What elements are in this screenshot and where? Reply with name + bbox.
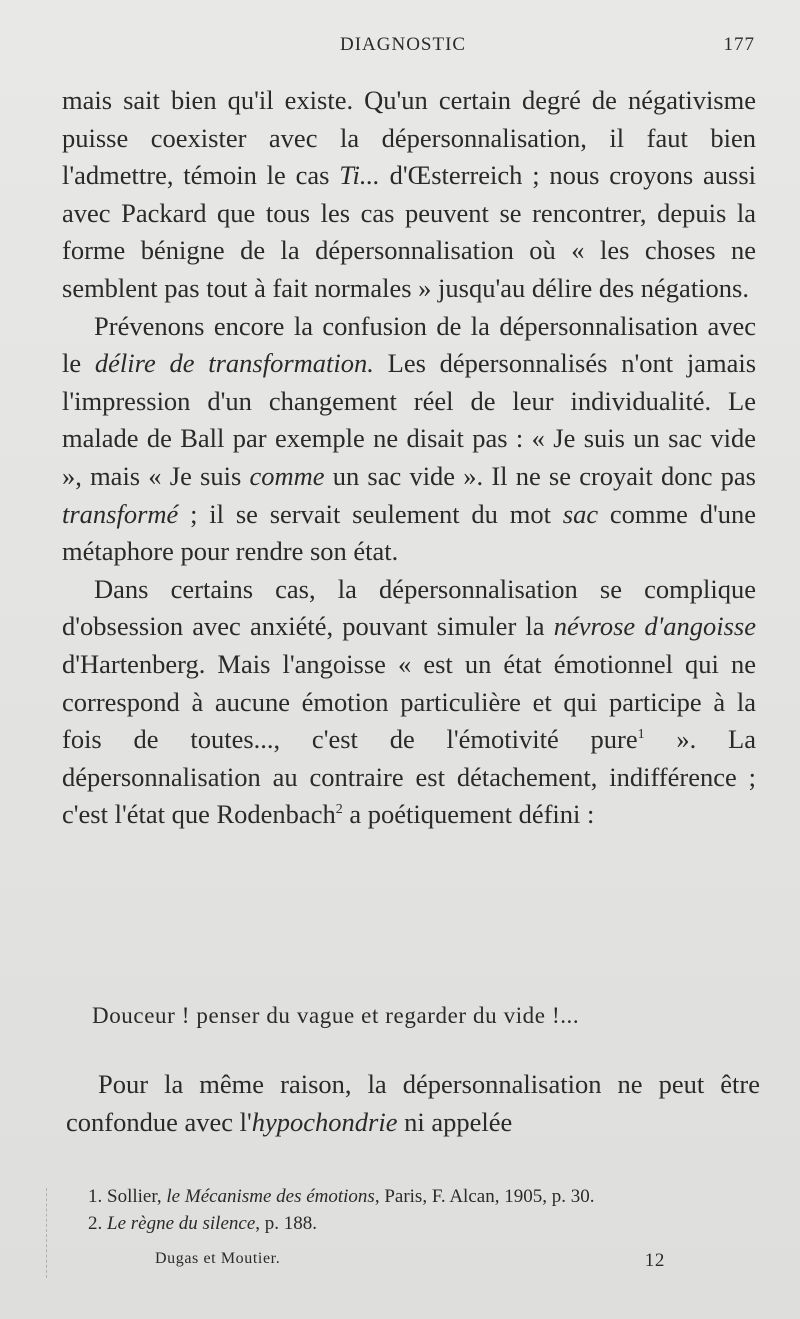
- text-run: d'Hartenberg. Mais l'angoisse « est un état émotionnel qui ne correspond à aucune émotion particulière et qui participe à la fois de toutes..., c'est de l'émotivité pure: [62, 648, 756, 755]
- italic-run: Le règne du silence: [107, 1213, 256, 1234]
- page-footer: [155, 1250, 665, 1274]
- page-header: [60, 34, 755, 60]
- text-run: mais sait bien qu'il existe. Qu'un certain degré de négativisme puisse coexister avec la dépersonnalisation, il faut bien l'admettre, témoin le cas: [62, 85, 756, 191]
- paragraph-3: [62, 571, 756, 834]
- text-run: 2.: [88, 1213, 107, 1234]
- text-run: , Paris, F. Alcan, 1905, p. 30.: [374, 1186, 595, 1207]
- footnote-2: [88, 1210, 768, 1237]
- italic-run: comme: [249, 460, 325, 491]
- text-run: Les dépersonnalisés n'ont jamais l'impression d'un changement réel de leur individualité. Le malade de Ball par exemple ne disait pas : « Je suis un sac vide », mais « Je suis: [62, 348, 757, 491]
- italic-run: le Mécanisme des émotions: [166, 1186, 375, 1207]
- text-run: Prévenons encore la confusion de la dépersonnalisation avec le: [62, 310, 756, 379]
- main-text-continued: [66, 1066, 760, 1141]
- footer-authors: Dugas et Moutier.: [155, 1250, 281, 1267]
- footnote-1: [88, 1183, 768, 1210]
- paragraph-2: [62, 308, 756, 571]
- italic-run: névrose d'angoisse: [553, 611, 756, 642]
- text-run: Dans certains cas, la dépersonnalisation se complique d'obsession avec anxiété, pouvant simuler la: [62, 573, 756, 642]
- italic-run: transformé: [62, 498, 179, 529]
- signature-mark: 12: [644, 1250, 665, 1271]
- text-run: Pour la même raison, la dépersonnalisation ne peut être confondue avec l': [66, 1069, 760, 1137]
- text-run: ». La dépersonnalisation au contraire est détachement, indifférence ; c'est l'état que Rodenbach: [62, 724, 756, 830]
- footnotes: [88, 1183, 768, 1237]
- main-text: [62, 82, 756, 834]
- text-run: , p. 188.: [255, 1213, 318, 1234]
- text-run: a poétiquement défini :: [342, 799, 595, 830]
- footnote-ref: 2: [335, 802, 343, 818]
- italic-run: délire de transformation.: [94, 348, 374, 379]
- paragraph-1: [62, 82, 756, 308]
- running-title: DIAGNOSTIC: [340, 34, 467, 55]
- text-run: 1. Sollier,: [88, 1186, 167, 1207]
- italic-run: sac: [562, 498, 599, 529]
- footnote-ref: 1: [637, 727, 645, 743]
- italic-run: Ti...: [339, 160, 380, 191]
- page-number: 177: [723, 34, 755, 55]
- paragraph-4: [66, 1066, 760, 1141]
- text-run: ; il se servait seulement du mot: [178, 498, 563, 529]
- verse-quotation: Douceur ! penser du vague et regarder du vide !...: [92, 1003, 580, 1028]
- italic-run: hypochondrie: [251, 1106, 398, 1137]
- text-run: d'Œsterreich ; nous croyons aussi avec Packard que tous les cas peuvent se rencontrer, depuis la forme bénigne de la dépersonnalisation où « les choses ne semblent pas tout à fait normales » jusqu'au délire des négations.: [62, 160, 756, 303]
- library-stamp-mark: [46, 1188, 57, 1278]
- text-run: ni appelée: [397, 1106, 513, 1137]
- text-run: comme d'une métaphore pour rendre son état.: [62, 498, 756, 567]
- text-run: un sac vide ». Il ne se croyait donc pas: [324, 460, 756, 491]
